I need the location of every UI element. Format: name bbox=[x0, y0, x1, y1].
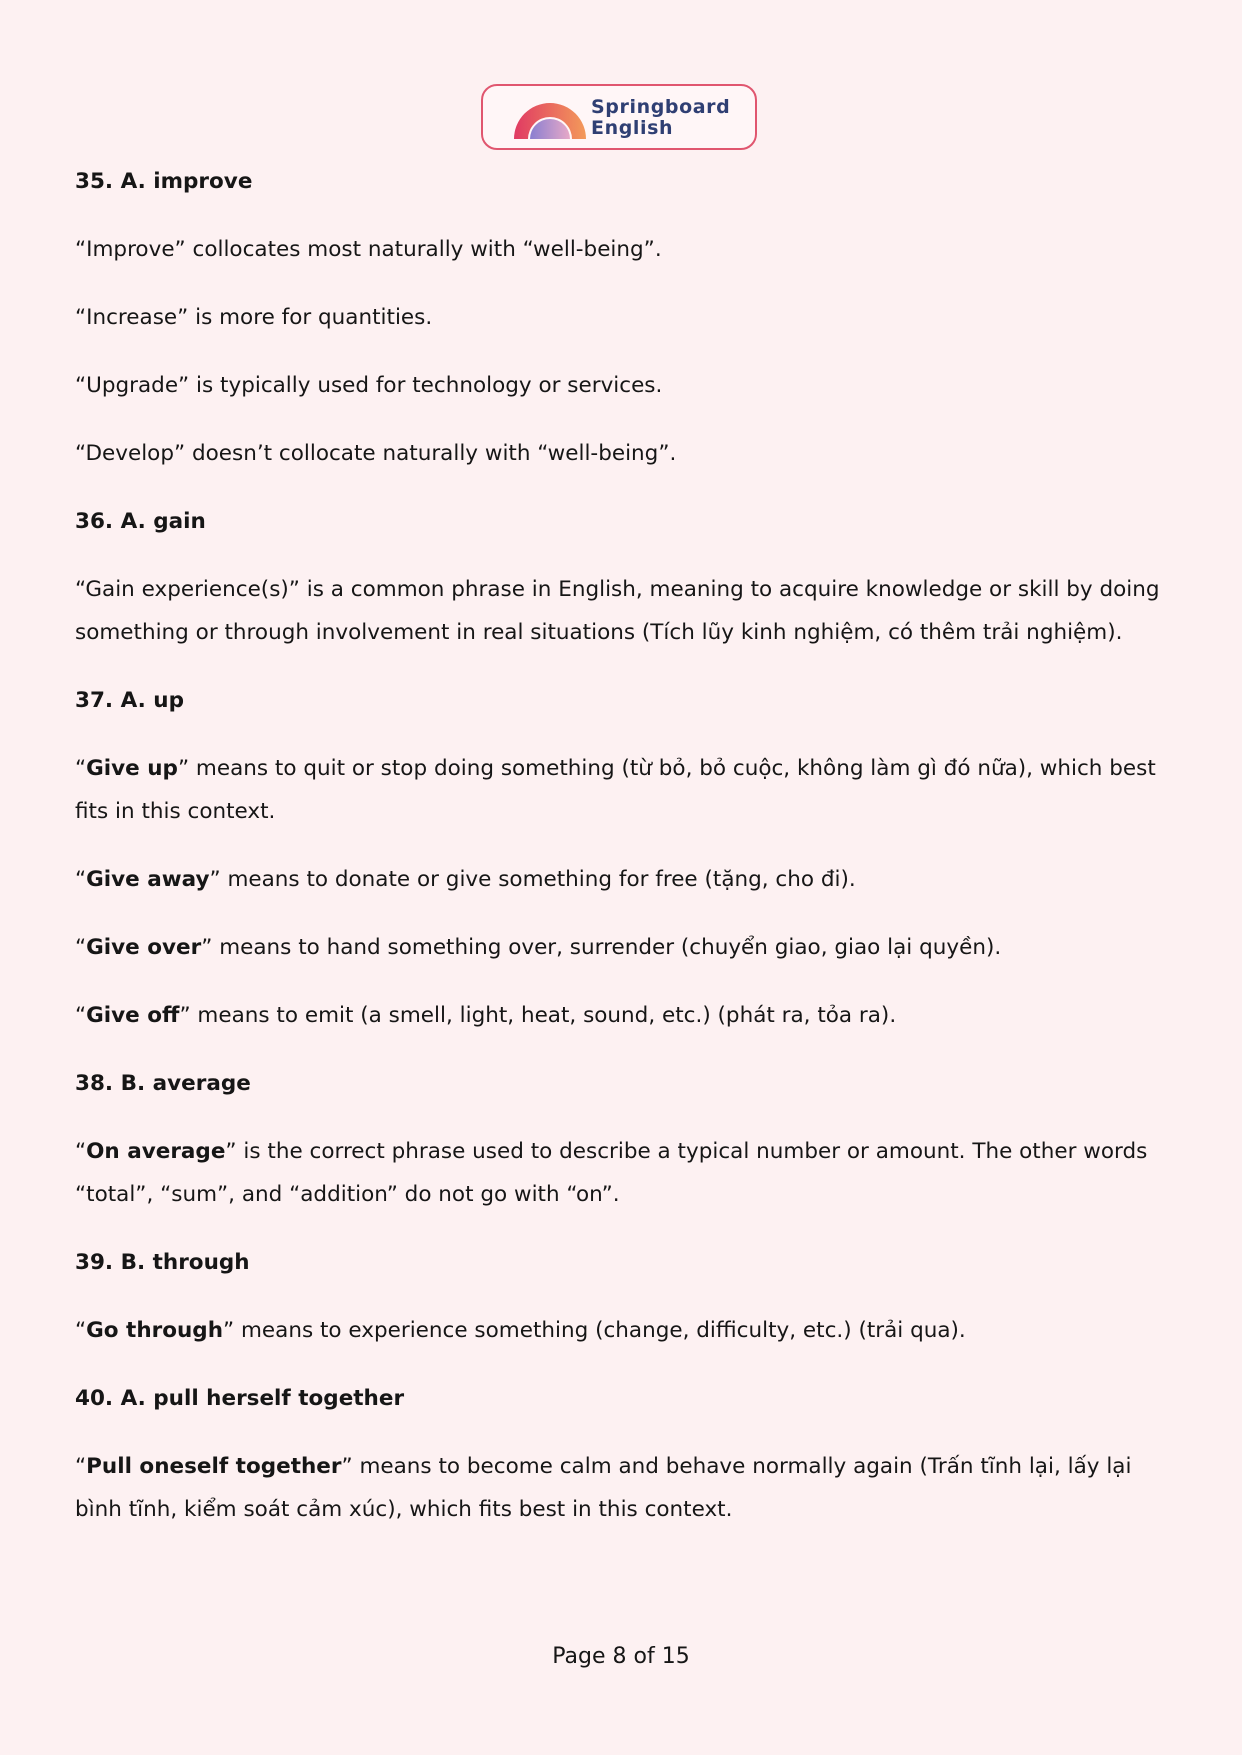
question-answer-heading: 36. A. gain bbox=[75, 509, 206, 534]
explanation-paragraph bbox=[75, 228, 1170, 271]
brand-name-line1: Springboard bbox=[591, 96, 731, 118]
phrase-bold: Give over bbox=[86, 935, 202, 960]
explanation-text: ” means to quit or stop doing something (từ bỏ, bỏ cuộc, không làm gì đó nữa), which best fits in this context. bbox=[75, 756, 1156, 824]
explanation-text: “Develop” doesn’t collocate naturally with “well-being”. bbox=[75, 441, 677, 466]
explanation-paragraph: “Give off” means to emit (a smell, light, heat, sound, etc.) (phát ra, tỏa ra). bbox=[75, 1003, 897, 1028]
brand-name bbox=[591, 97, 730, 139]
question-answer-heading: 38. B. average bbox=[75, 1071, 251, 1096]
phrase-bold: Give away bbox=[86, 867, 210, 892]
explanation-text: ” means to experience something (change, difficulty, etc.) (trải qua). bbox=[223, 1318, 966, 1343]
question-answer-heading: 37. A. up bbox=[75, 688, 184, 713]
explanation-text: “Increase” is more for quantities. bbox=[75, 305, 433, 330]
phrase-bold: Pull oneself together bbox=[86, 1454, 342, 1479]
phrase-bold: Give off bbox=[86, 1003, 180, 1028]
explanation-paragraph: “Give away” means to donate or give something for free (tặng, cho đi). bbox=[75, 867, 856, 892]
explanation-paragraph bbox=[75, 432, 1170, 475]
explanation-text: “Gain experience(s)” is a common phrase in English, meaning to acquire knowledge or skill by doing something or through involvement in real situations (Tích lũy kinh nghiệm, có thêm trải nghiệm). bbox=[75, 577, 1160, 645]
explanation-text: ” means to become calm and behave normally again (Trấn tĩnh lại, lấy lại bình tĩnh, kiểm soát cảm xúc), which fits best in this context. bbox=[75, 1454, 1132, 1522]
question-answer-heading: 39. B. through bbox=[75, 1250, 250, 1275]
explanation-paragraph bbox=[75, 568, 1170, 654]
question-answer-heading: 35. A. improve bbox=[75, 169, 253, 194]
explanation-paragraph: “On average” is the correct phrase used to describe a typical number or amount. The other words “total”, “sum”, and “addition” do not go with “on”. bbox=[75, 1139, 1148, 1207]
brand-name-line2: English bbox=[591, 117, 674, 139]
phrase-bold: Give up bbox=[86, 756, 178, 781]
explanation-text: “Improve” collocates most naturally with “well-being”. bbox=[75, 237, 662, 262]
rainbow-logo-icon bbox=[512, 97, 588, 141]
explanation-paragraph bbox=[75, 364, 1170, 407]
explanation-paragraph: “Go through” means to experience something (change, difficulty, etc.) (trải qua). bbox=[75, 1318, 966, 1343]
explanation-text: ” is the correct phrase used to describe a typical number or amount. The other words “total”, “sum”, and “addition” do not go with “on”. bbox=[75, 1139, 1148, 1207]
explanation-text: ” means to emit (a smell, light, heat, sound, etc.) (phát ra, tỏa ra). bbox=[179, 1003, 897, 1028]
brand-logo bbox=[481, 84, 757, 150]
page-number: Page 8 of 15 bbox=[552, 1644, 690, 1669]
explanation-paragraph: “Give over” means to hand something over, surrender (chuyển giao, giao lại quyền). bbox=[75, 935, 1002, 960]
phrase-bold: Go through bbox=[86, 1318, 224, 1343]
explanation-paragraph bbox=[75, 296, 1170, 339]
explanation-text: “Upgrade” is typically used for technology or services. bbox=[75, 373, 663, 398]
explanation-paragraph: “Pull oneself together” means to become calm and behave normally again (Trấn tĩnh lại, lấy lại bình tĩnh, kiểm soát cảm xúc), which fits best in this context. bbox=[75, 1454, 1132, 1522]
answer-explanations bbox=[75, 160, 1170, 1556]
explanation-text: ” means to donate or give something for free (tặng, cho đi). bbox=[209, 867, 856, 892]
explanation-paragraph: “Give up” means to quit or stop doing something (từ bỏ, bỏ cuộc, không làm gì đó nữa), which best fits in this context. bbox=[75, 756, 1156, 824]
explanation-text: ” means to hand something over, surrender (chuyển giao, giao lại quyền). bbox=[201, 935, 1002, 960]
question-answer-heading: 40. A. pull herself together bbox=[75, 1386, 405, 1411]
phrase-bold: On average bbox=[86, 1139, 226, 1164]
